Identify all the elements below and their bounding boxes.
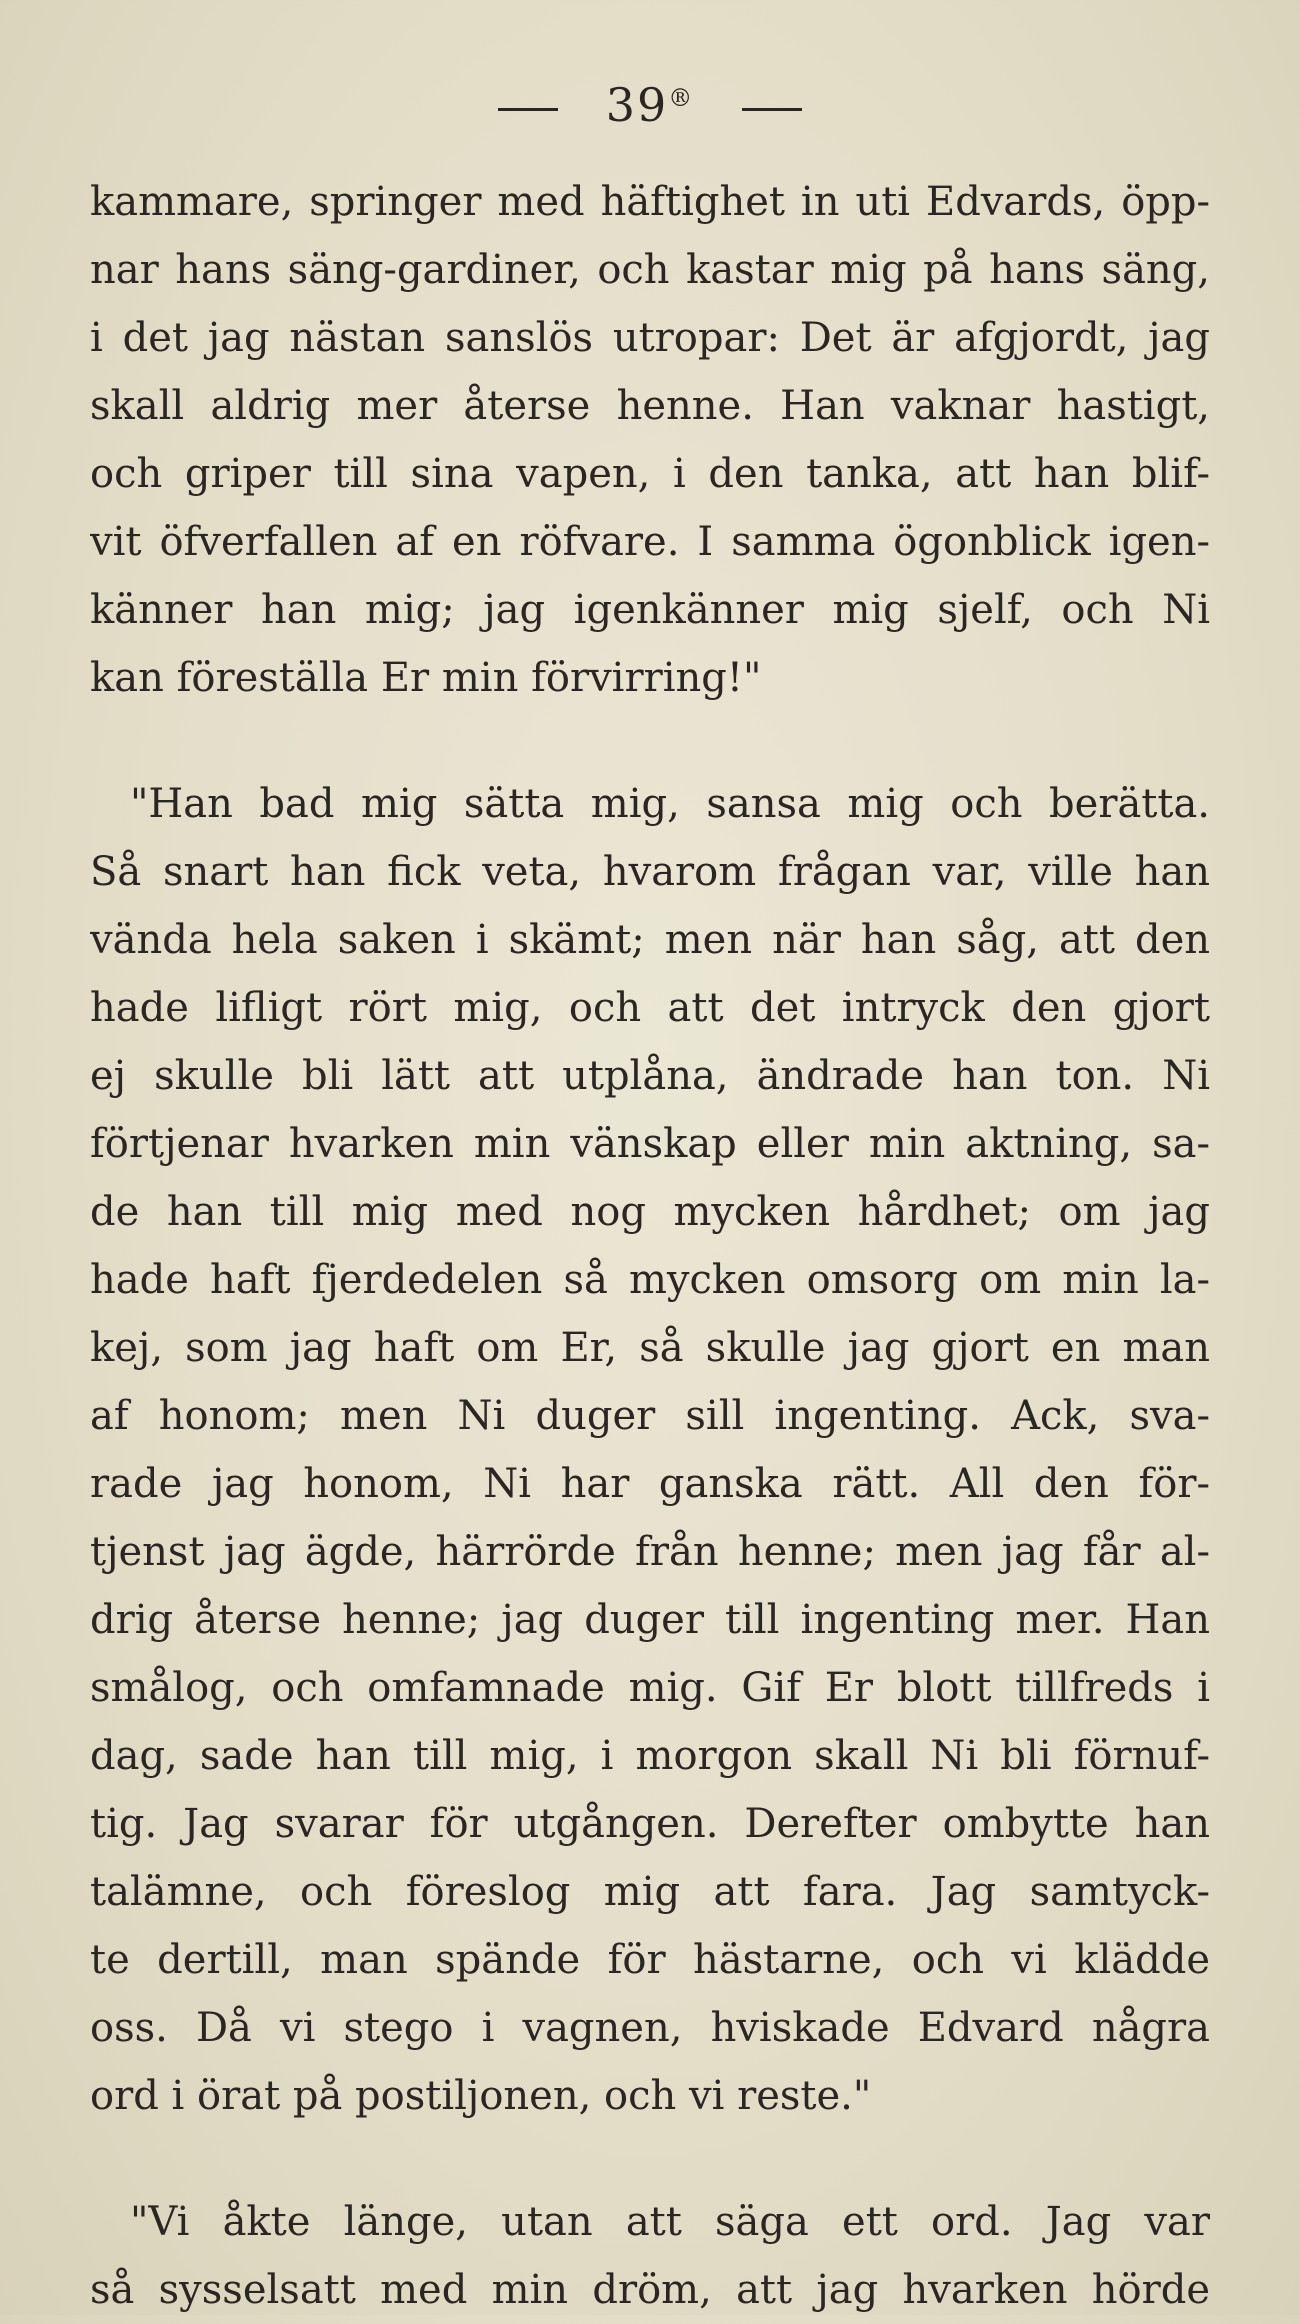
page-number: 39: [605, 78, 669, 132]
header-dash-right: [742, 108, 802, 111]
text-line: tig. Jag svarar för utgången. Derefter ombytte han: [90, 1801, 1210, 1847]
text-line: drig återse henne; jag duger till ingenting mer. Han: [90, 1597, 1210, 1643]
paragraph-gap: [90, 712, 1210, 770]
header-dash-left: [498, 108, 558, 111]
text-line: smålog, och omfamnade mig. Gif Er blott tillfreds i: [90, 1665, 1210, 1711]
text-line: ej skulle bli lätt att utplåna, ändrade han ton. Ni: [90, 1053, 1210, 1099]
paragraph-3: [90, 2188, 1210, 2324]
text-line: de han till mig med nog mycken hårdhet; om jag: [90, 1189, 1210, 1235]
text-line: känner han mig; jag igenkänner mig sjelf, och Ni: [90, 587, 1210, 633]
text-line: talämne, och föreslog mig att fara. Jag samtyck-: [90, 1869, 1210, 1915]
text-line: "Vi åkte länge, utan att säga ett ord. Jag var: [130, 2199, 1210, 2245]
text-line: i det jag nästan sanslös utropar: Det är afgjordt, jag: [90, 315, 1210, 361]
text-line: Så snart han fick veta, hvarom frågan var, ville han: [90, 849, 1210, 895]
paragraph-1: [90, 168, 1210, 712]
text-line: kan föreställa Er min förvirring!": [90, 655, 762, 701]
text-line: kej, som jag haft om Er, så skulle jag gjort en man: [90, 1325, 1210, 1371]
text-line: vända hela saken i skämt; men när han såg, att den: [90, 917, 1210, 963]
text-line: kammare, springer med häftighet in uti Edvards, öpp-: [90, 179, 1210, 225]
text-line: te dertill, man spände för hästarne, och vi klädde: [90, 1937, 1210, 1983]
page-header: [0, 78, 1300, 132]
text-line: hade haft fjerdedelen så mycken omsorg om min la-: [90, 1257, 1210, 1303]
text-line: "Han bad mig sätta mig, sansa mig och berätta.: [130, 781, 1210, 827]
text-line: rade jag honom, Ni har ganska rätt. All den för-: [90, 1461, 1210, 1507]
page-number-mark: ®: [668, 84, 695, 112]
body-text: [90, 168, 1210, 2324]
text-line: hade lifligt rört mig, och att det intryck den gjort: [90, 985, 1210, 1031]
text-line: ord i örat på postiljonen, och vi reste.": [90, 2073, 872, 2119]
text-line: skall aldrig mer återse henne. Han vaknar hastigt,: [90, 383, 1210, 429]
text-line: så sysselsatt med min dröm, att jag hvarken hörde: [90, 2267, 1210, 2313]
text-line: nar hans säng-gardiner, och kastar mig på hans säng,: [90, 247, 1210, 293]
text-line: dag, sade han till mig, i morgon skall Ni bli förnuf-: [90, 1733, 1210, 1779]
paragraph-gap: [90, 2130, 1210, 2188]
text-line: tjenst jag ägde, härrörde från henne; men jag får al-: [90, 1529, 1210, 1575]
text-line: oss. Då vi stego i vagnen, hviskade Edvard några: [90, 2005, 1210, 2051]
text-line: och griper till sina vapen, i den tanka, att han blif-: [90, 451, 1210, 497]
text-line: förtjenar hvarken min vänskap eller min aktning, sa-: [90, 1121, 1210, 1167]
paragraph-2: [90, 770, 1210, 2130]
text-line: af honom; men Ni duger sill ingenting. Ack, sva-: [90, 1393, 1210, 1439]
text-line: vit öfverfallen af en röfvare. I samma ögonblick igen-: [90, 519, 1210, 565]
